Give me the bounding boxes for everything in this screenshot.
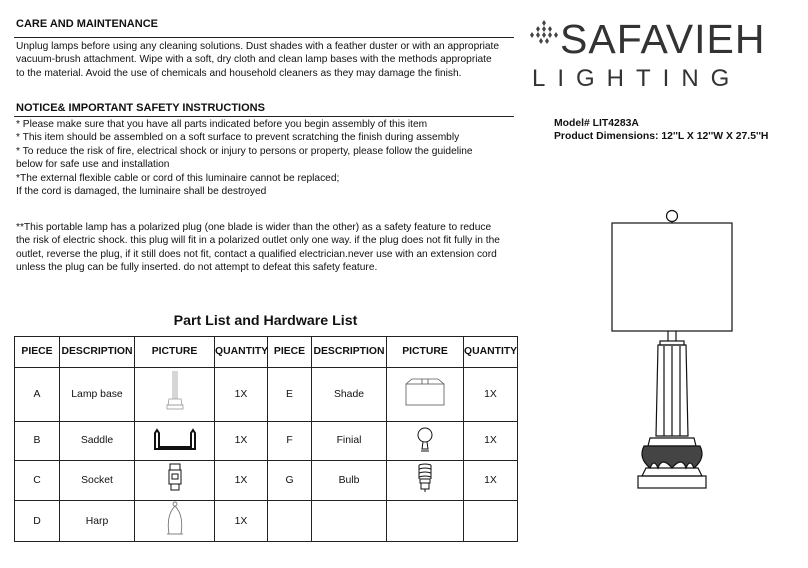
header-piece: PIECE — [15, 337, 60, 368]
saddle-icon — [149, 425, 201, 453]
header-picture: PICTURE — [387, 337, 464, 368]
table-lamp-illustration — [592, 206, 752, 496]
shade-icon — [402, 375, 448, 409]
quantity-cell: 1X — [464, 461, 518, 501]
bulb-icon — [414, 462, 436, 494]
picture-cell — [135, 461, 215, 501]
header-description: DESCRIPTION — [60, 337, 135, 368]
table-row — [15, 368, 518, 422]
description-cell: Lamp base — [60, 368, 135, 422]
quantity-cell: 1X — [464, 368, 518, 422]
parts-table — [14, 336, 518, 542]
care-line: Unplug lamps before using any cleaning solutions. Dust shades with a feather duster or with an appropriate — [16, 41, 500, 52]
header-quantity: QUANTITY — [464, 337, 518, 368]
polarized-line: **This portable lamp has a polarized plug (one blade is wider than the other) as a safety feature to reduce — [16, 222, 492, 233]
care-line: to the material. Avoid the use of chemicals and household cleaners as they may damage the finish. — [16, 67, 462, 79]
description-cell — [312, 501, 387, 542]
parts-header-row — [15, 337, 518, 368]
model-number: Model# LIT4283A — [554, 118, 639, 129]
notice-paragraph — [16, 118, 516, 198]
piece-cell: D — [15, 501, 60, 542]
notice-title: NOTICE& IMPORTANT SAFETY INSTRUCTIONS — [16, 102, 265, 114]
header-quantity: QUANTITY — [215, 337, 268, 368]
picture-cell — [135, 501, 215, 542]
description-cell: Finial — [312, 422, 387, 461]
picture-cell — [387, 501, 464, 542]
notice-line: * This item should be assembled on a soft surface to prevent scratching the finish during assembly — [16, 132, 460, 144]
description-cell: Socket — [60, 461, 135, 501]
picture-cell — [135, 368, 215, 422]
description-cell: Shade — [312, 368, 387, 422]
notice-line: If the cord is damaged, the luminaire shall be destroyed — [16, 186, 267, 198]
product-dimensions: Product Dimensions: 12''L X 12''W X 27.5''H — [554, 131, 769, 142]
piece-cell: F — [268, 422, 312, 461]
header-piece: PIECE — [268, 337, 312, 368]
lamp-base-icon — [160, 369, 190, 415]
notice-line: * To reduce the risk of fire, electrical shock or injury to persons or property, please follow the guideline — [16, 145, 473, 157]
piece-cell: C — [15, 461, 60, 501]
piece-cell: E — [268, 368, 312, 422]
quantity-cell: 1X — [215, 501, 268, 542]
brand-name: SAFAVIEH — [560, 16, 766, 62]
care-line: vacuum-brush attachment. Wipe with a soft, dry cloth and clean lamp bases with the methods appropriate — [16, 54, 492, 66]
picture-cell — [387, 368, 464, 422]
polarized-line: unless the plug can be fully inserted. do not attempt to defeat this safety feature. — [16, 262, 378, 274]
polarized-line: outlet, reverse the plug, if it still does not fit, contact a qualified electrician.never use with an extension cord — [16, 248, 497, 260]
quantity-cell: 1X — [464, 422, 518, 461]
table-row — [15, 501, 518, 542]
table-row — [15, 461, 518, 501]
socket-icon — [165, 462, 185, 494]
care-paragraph — [16, 40, 521, 80]
quantity-cell — [464, 501, 518, 542]
piece-cell: G — [268, 461, 312, 501]
quantity-cell: 1X — [215, 368, 268, 422]
care-title: CARE AND MAINTENANCE — [16, 18, 158, 30]
chandelier-logo-icon — [529, 20, 559, 46]
notice-line: below for safe use and installation — [16, 159, 170, 171]
header-picture: PICTURE — [135, 337, 215, 368]
care-divider — [14, 37, 514, 38]
header-description: DESCRIPTION — [312, 337, 387, 368]
piece-cell: B — [15, 422, 60, 461]
finial-icon — [415, 425, 435, 453]
notice-line: *The external flexible cable or cord of this luminaire cannot be replaced; — [16, 172, 340, 184]
picture-cell — [387, 461, 464, 501]
piece-cell — [268, 501, 312, 542]
brand-subtitle: LIGHTING — [532, 65, 742, 92]
harp-icon — [163, 501, 187, 537]
parts-table-title: Part List and Hardware List — [173, 313, 358, 329]
description-cell: Harp — [60, 501, 135, 542]
table-row — [15, 422, 518, 461]
quantity-cell: 1X — [215, 461, 268, 501]
piece-cell: A — [15, 368, 60, 422]
quantity-cell: 1X — [215, 422, 268, 461]
notice-line: * Please make sure that you have all parts indicated before you begin assembly of this item — [16, 119, 428, 130]
notice-divider — [14, 116, 514, 117]
picture-cell — [135, 422, 215, 461]
polarized-line: the risk of electric shock. this plug will fit in a polarized outlet only one way. if the plug does not fit fully in the — [16, 235, 500, 247]
description-cell: Bulb — [312, 461, 387, 501]
picture-cell — [387, 422, 464, 461]
polarized-plug-paragraph — [16, 221, 521, 275]
description-cell: Saddle — [60, 422, 135, 461]
